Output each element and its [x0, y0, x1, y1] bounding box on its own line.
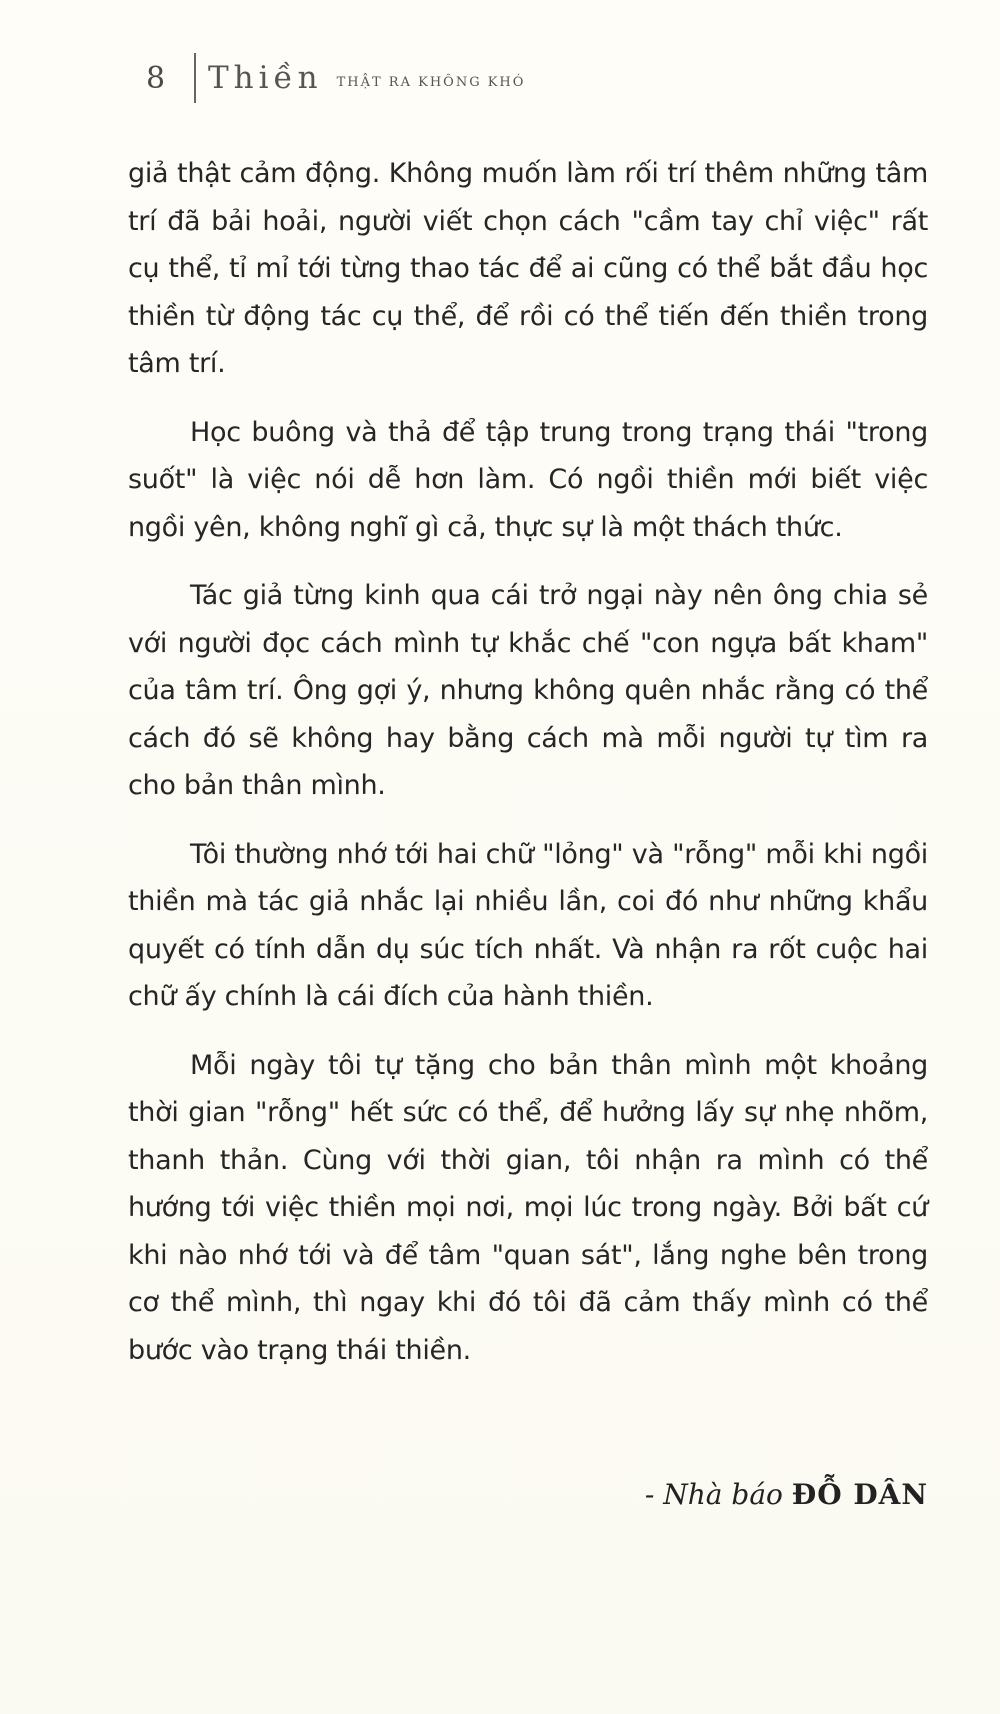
book-subtitle: THẬT RA KHÔNG KHÓ [336, 74, 526, 90]
author-signature [645, 1478, 928, 1511]
page-number: 8 [146, 60, 166, 96]
paragraph: Mỗi ngày tôi tự tặng cho bản thân mình một khoảng thời gian "rỗng" hết sức có thể, để hưởng lấy sự nhẹ nhõm, thanh thản. Cùng với thời gian, tôi nhận ra mình có thể hướng tới việc thiền mọi nơi, mọi lúc trong ngày. Bởi bất cứ khi nào nhớ tới và để tâm "quan sát", lắng nghe bên trong cơ thể mình, thì ngay khi đó tôi đã cảm thấy mình có thể bước vào trạng thái thiền. [128, 1049, 928, 1366]
book-title: Thiền [208, 60, 323, 96]
header-divider [194, 53, 196, 103]
signature-role: - Nhà báo [644, 1478, 783, 1511]
signature-name: ĐỖ DÂN [791, 1478, 928, 1511]
paragraph: Tác giả từng kinh qua cái trở ngại này nên ông chia sẻ với người đọc cách mình tự khắc chế "con ngựa bất kham" của tâm trí. Ông gợi ý, nhưng không quên nhắc rằng có thể cách đó sẽ không hay bằng cách mà mỗi người tự tìm ra cho bản thân mình. [128, 580, 928, 801]
body-text [128, 150, 928, 1395]
paragraph: giả thật cảm động. Không muốn làm rối trí thêm những tâm trí đã bải hoải, người viết chọn cách "cầm tay chỉ việc" rất cụ thể, tỉ mỉ tới từng thao tác để ai cũng có thể bắt đầu học thiền từ động tác cụ thể, để rồi có thể tiến đến thiền trong tâm trí. [128, 158, 928, 379]
paragraph: Học buông và thả để tập trung trong trạng thái "trong suốt" là việc nói dễ hơn làm. Có ngồi thiền mới biết việc ngồi yên, không nghĩ gì cả, thực sự là một thách thức. [128, 416, 928, 543]
paragraph: Tôi thường nhớ tới hai chữ "lỏng" và "rỗng" mỗi khi ngồi thiền mà tác giả nhắc lại nhiều lần, coi đó như những khẩu quyết có tính dẫn dụ súc tích nhất. Và nhận ra rốt cuộc hai chữ ấy chính là cái đích của hành thiền. [128, 838, 928, 1012]
running-header [146, 50, 525, 106]
